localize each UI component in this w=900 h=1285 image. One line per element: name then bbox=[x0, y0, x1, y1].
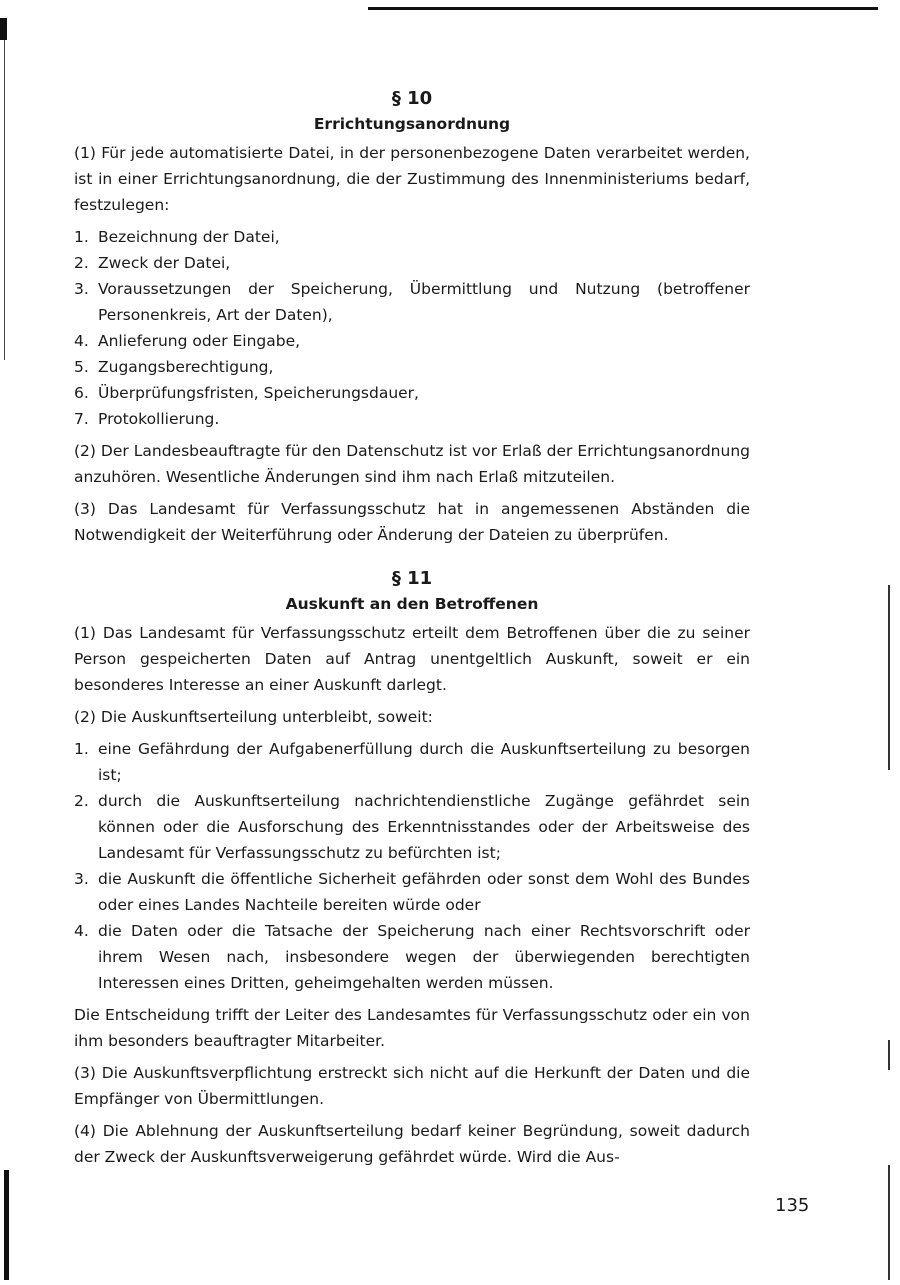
list-item bbox=[74, 918, 750, 996]
paragraph: (4) Die Ablehnung der Auskunftserteilung bedarf keiner Begründung, soweit dadurch der Zweck der Auskunftsverweigerung gefährdet würde. Wird die Aus- bbox=[74, 1122, 750, 1166]
list-item-number: 3. bbox=[74, 280, 89, 298]
section-11 bbox=[74, 566, 750, 1170]
list-item bbox=[74, 736, 750, 788]
scan-edge-right bbox=[888, 1165, 890, 1280]
numbered-list bbox=[74, 736, 750, 996]
paragraph: (2) Der Landesbeauftragte für den Datenschutz ist vor Erlaß der Errichtungsanordnung anzuhören. Wesentliche Änderungen sind ihm nach Erlaß mitzuteilen. bbox=[74, 442, 750, 486]
paragraph: Die Entscheidung trifft der Leiter des Landesamtes für Verfassungsschutz oder ein von ihm besonders beauftragter Mitarbeiter. bbox=[74, 1006, 750, 1050]
list-item-number: 1. bbox=[74, 740, 89, 758]
numbered-list bbox=[74, 224, 750, 432]
list-item-number: 5. bbox=[74, 358, 89, 376]
list-item bbox=[74, 354, 750, 380]
paragraph: (1) Für jede automatisierte Datei, in der personenbezogene Daten verarbeitet werden, ist in einer Errichtungsanordnung, die der Zustimmung des Innenministeriums bedarf, festzulegen: bbox=[74, 144, 750, 214]
scan-edge-line bbox=[4, 40, 5, 360]
list-item-text: Bezeichnung der Datei, bbox=[98, 228, 280, 246]
list-item-number: 2. bbox=[74, 254, 89, 272]
section-title: Errichtungsanordnung bbox=[313, 115, 511, 133]
paragraph: (1) Das Landesamt für Verfassungsschutz erteilt dem Betroffenen über die zu seiner Person gespeicherten Daten auf Antrag unentgeltlich Auskunft, soweit er ein besonderes Interesse an einer Auskunft darlegt. bbox=[74, 624, 750, 694]
list-item-number: 2. bbox=[74, 792, 89, 810]
top-rule bbox=[368, 7, 878, 10]
scan-edge-right bbox=[888, 585, 890, 770]
list-item-number: 4. bbox=[74, 332, 89, 350]
list-item bbox=[74, 250, 750, 276]
list-item bbox=[74, 224, 750, 250]
list-item bbox=[74, 406, 750, 432]
section-number: § 10 bbox=[391, 88, 433, 109]
scan-edge-mark bbox=[0, 18, 7, 40]
list-item bbox=[74, 276, 750, 328]
list-item bbox=[74, 788, 750, 866]
list-item-text: Voraussetzungen der Speicherung, Übermittlung und Nutzung (betroffener Personenkreis, Art der Daten), bbox=[98, 280, 750, 324]
list-item-text: die Auskunft die öffentliche Sicherheit gefährden oder sonst dem Wohl des Bundes oder eines Landes Nachteile bereiten würde oder bbox=[98, 870, 750, 914]
paragraph: (2) Die Auskunftserteilung unterbleibt, soweit: bbox=[74, 708, 433, 726]
list-item-text: durch die Auskunftserteilung nachrichtendienstliche Zugänge gefährdet sein können oder die Ausforschung des Erkenntnisstandes oder der Arbeitsweise des Landesamt für Verfassungsschutz zu befürchten ist; bbox=[98, 792, 750, 862]
paragraph: (3) Das Landesamt für Verfassungsschutz hat in angemessenen Abständen die Notwendigkeit der Weiterführung oder Änderung der Dateien zu überprüfen. bbox=[74, 500, 750, 544]
list-item bbox=[74, 380, 750, 406]
paragraph: (3) Die Auskunftsverpflichtung erstreckt sich nicht auf die Herkunft der Daten und die Empfänger von Übermittlungen. bbox=[74, 1064, 750, 1108]
list-item bbox=[74, 328, 750, 354]
list-item-text: eine Gefährdung der Aufgabenerfüllung durch die Auskunftserteilung zu besorgen ist; bbox=[98, 740, 750, 784]
scan-edge-mark-bottom bbox=[4, 1170, 9, 1280]
list-item-number: 3. bbox=[74, 870, 89, 888]
list-item bbox=[74, 866, 750, 918]
section-title: Auskunft an den Betroffenen bbox=[285, 595, 539, 613]
list-item-number: 4. bbox=[74, 922, 89, 940]
list-item-text: die Daten oder die Tatsache der Speicherung nach einer Rechtsvorschrift oder ihrem Wesen nach, insbesondere wegen der überwiegenden berechtigten Interessen eines Dritten, geheimgehalten werden müssen. bbox=[98, 922, 750, 992]
list-item-number: 1. bbox=[74, 228, 89, 246]
list-item-text: Zweck der Datei, bbox=[98, 254, 231, 272]
list-item-number: 7. bbox=[74, 410, 89, 428]
document-page bbox=[74, 86, 750, 1176]
scan-edge-right bbox=[888, 1040, 890, 1070]
list-item-text: Zugangsberechtigung, bbox=[98, 358, 274, 376]
page-number: 135 bbox=[775, 1195, 810, 1216]
list-item-text: Anlieferung oder Eingabe, bbox=[98, 332, 301, 350]
section-number: § 11 bbox=[391, 568, 433, 589]
list-item-text: Protokollierung. bbox=[98, 410, 220, 428]
list-item-number: 6. bbox=[74, 384, 89, 402]
section-10 bbox=[74, 86, 750, 548]
list-item-text: Überprüfungsfristen, Speicherungsdauer, bbox=[98, 384, 419, 402]
